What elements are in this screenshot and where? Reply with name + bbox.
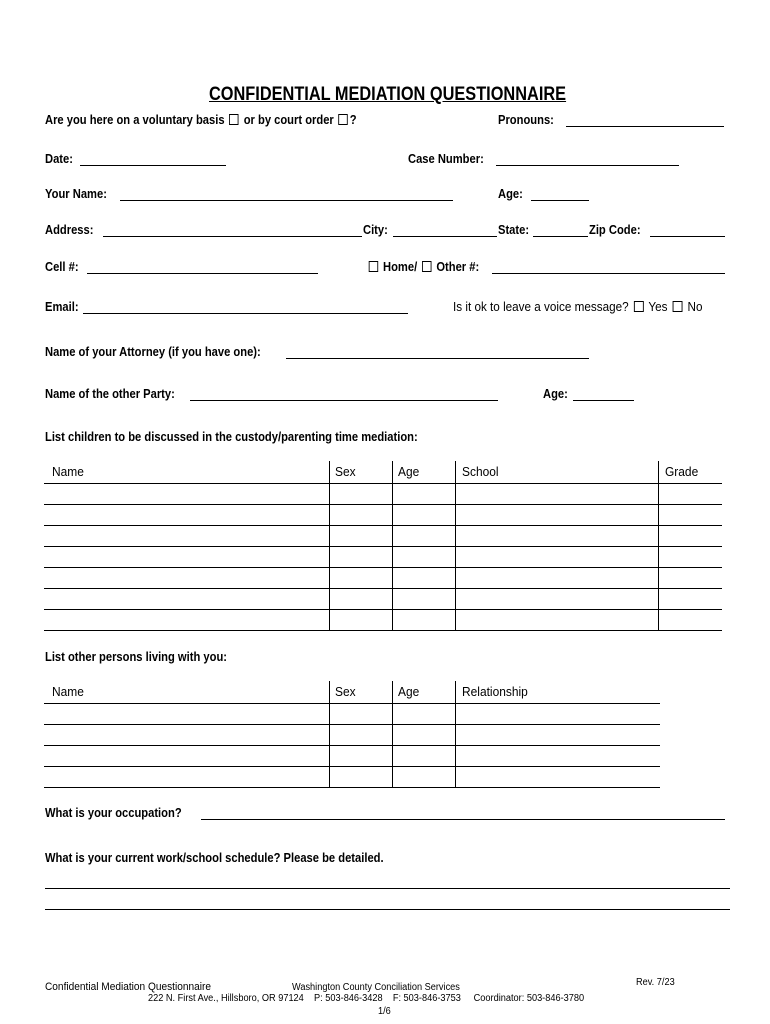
table-row[interactable] <box>44 630 722 631</box>
phone-type-group <box>367 259 479 274</box>
footer-agency: Washington County Conciliation Services <box>292 982 460 993</box>
table-row[interactable] <box>44 483 722 484</box>
zip-label: Zip Code: <box>589 222 641 237</box>
table-row[interactable] <box>44 787 660 788</box>
children-col-grade: Grade <box>665 464 699 479</box>
children-col-name: Name <box>52 464 84 479</box>
table-divider <box>455 681 456 787</box>
persons-col-sex: Sex <box>335 684 356 699</box>
table-row[interactable] <box>44 766 660 767</box>
table-row[interactable] <box>44 504 722 505</box>
your-name-label: Your Name: <box>45 186 107 201</box>
occupation-label: What is your occupation? <box>45 805 182 820</box>
home-checkbox[interactable] <box>369 261 378 272</box>
other-party-field[interactable] <box>190 400 498 401</box>
case-number-label: Case Number: <box>408 151 484 166</box>
footer-address-line <box>148 993 584 1004</box>
table-row[interactable] <box>44 745 660 746</box>
address-label: Address: <box>45 222 94 237</box>
voice-yes-checkbox[interactable] <box>634 301 644 312</box>
footer-fax: F: 503-846-3753 <box>392 993 461 1004</box>
persons-col-name: Name <box>52 684 84 699</box>
date-field[interactable] <box>80 165 226 166</box>
children-heading: List children to be discussed in the custody/parenting time mediation: <box>45 429 418 444</box>
state-field[interactable] <box>533 236 588 237</box>
zip-field[interactable] <box>650 236 725 237</box>
voluntary-label: Are you here on a voluntary basis <box>45 112 225 127</box>
court-order-label: or by court order <box>243 112 334 127</box>
footer-page-number: 1/6 <box>378 1006 391 1017</box>
schedule-line-1[interactable] <box>45 888 730 889</box>
table-row[interactable] <box>44 609 722 610</box>
age-field[interactable] <box>531 200 589 201</box>
case-number-field[interactable] <box>496 165 679 166</box>
other-party-age-field[interactable] <box>573 400 634 401</box>
persons-heading: List other persons living with you: <box>45 649 227 664</box>
footer-revision: Rev. 7/23 <box>636 977 675 988</box>
state-label: State: <box>498 222 530 237</box>
cell-label: Cell #: <box>45 259 79 274</box>
voice-message-label: Is it ok to leave a voice message? <box>453 299 629 314</box>
footer-phone: P: 503-846-3428 <box>314 993 383 1004</box>
table-row[interactable] <box>44 546 722 547</box>
pronouns-label: Pronouns: <box>498 112 554 127</box>
other-party-age-label: Age: <box>543 386 568 401</box>
attorney-label: Name of your Attorney (if you have one): <box>45 344 261 359</box>
court-order-checkbox[interactable] <box>339 114 348 125</box>
table-divider <box>329 681 330 787</box>
voluntary-question <box>45 112 357 127</box>
city-field[interactable] <box>393 236 497 237</box>
voice-no-checkbox[interactable] <box>673 301 683 312</box>
voice-message-question <box>453 299 702 314</box>
table-row[interactable] <box>44 588 722 589</box>
schedule-line-2[interactable] <box>45 909 730 910</box>
children-col-sex: Sex <box>335 464 356 479</box>
footer-address: 222 N. First Ave., Hillsboro, OR 97124 <box>148 993 304 1004</box>
table-row[interactable] <box>44 525 722 526</box>
age-label: Age: <box>498 186 523 201</box>
table-divider <box>392 681 393 787</box>
schedule-label: What is your current work/school schedule? Please be detailed. <box>45 850 384 865</box>
other-label: Other #: <box>436 259 480 274</box>
date-label: Date: <box>45 151 73 166</box>
persons-col-age: Age <box>398 684 420 699</box>
email-field[interactable] <box>83 313 408 314</box>
table-row[interactable] <box>44 703 660 704</box>
page-title: CONFIDENTIAL MEDIATION QUESTIONNAIRE <box>209 84 567 105</box>
table-row[interactable] <box>44 567 722 568</box>
table-row[interactable] <box>44 724 660 725</box>
persons-col-relationship: Relationship <box>462 684 528 699</box>
pronouns-field[interactable] <box>566 126 724 127</box>
occupation-field[interactable] <box>201 819 725 820</box>
attorney-field[interactable] <box>286 358 589 359</box>
email-label: Email: <box>45 299 79 314</box>
no-label: No <box>687 299 703 314</box>
children-col-school: School <box>462 464 499 479</box>
address-field[interactable] <box>103 236 362 237</box>
question-mark: ? <box>349 112 357 127</box>
yes-label: Yes <box>648 299 668 314</box>
your-name-field[interactable] <box>120 200 453 201</box>
other-checkbox[interactable] <box>422 261 431 272</box>
other-party-label: Name of the other Party: <box>45 386 175 401</box>
other-phone-field[interactable] <box>492 273 725 274</box>
home-label: Home/ <box>383 259 418 274</box>
voluntary-checkbox[interactable] <box>229 114 238 125</box>
cell-field[interactable] <box>87 273 318 274</box>
children-col-age: Age <box>398 464 420 479</box>
footer-form-name: Confidential Mediation Questionnaire <box>45 981 211 993</box>
footer-coordinator: Coordinator: 503-846-3780 <box>473 993 585 1004</box>
city-label: City: <box>363 222 388 237</box>
